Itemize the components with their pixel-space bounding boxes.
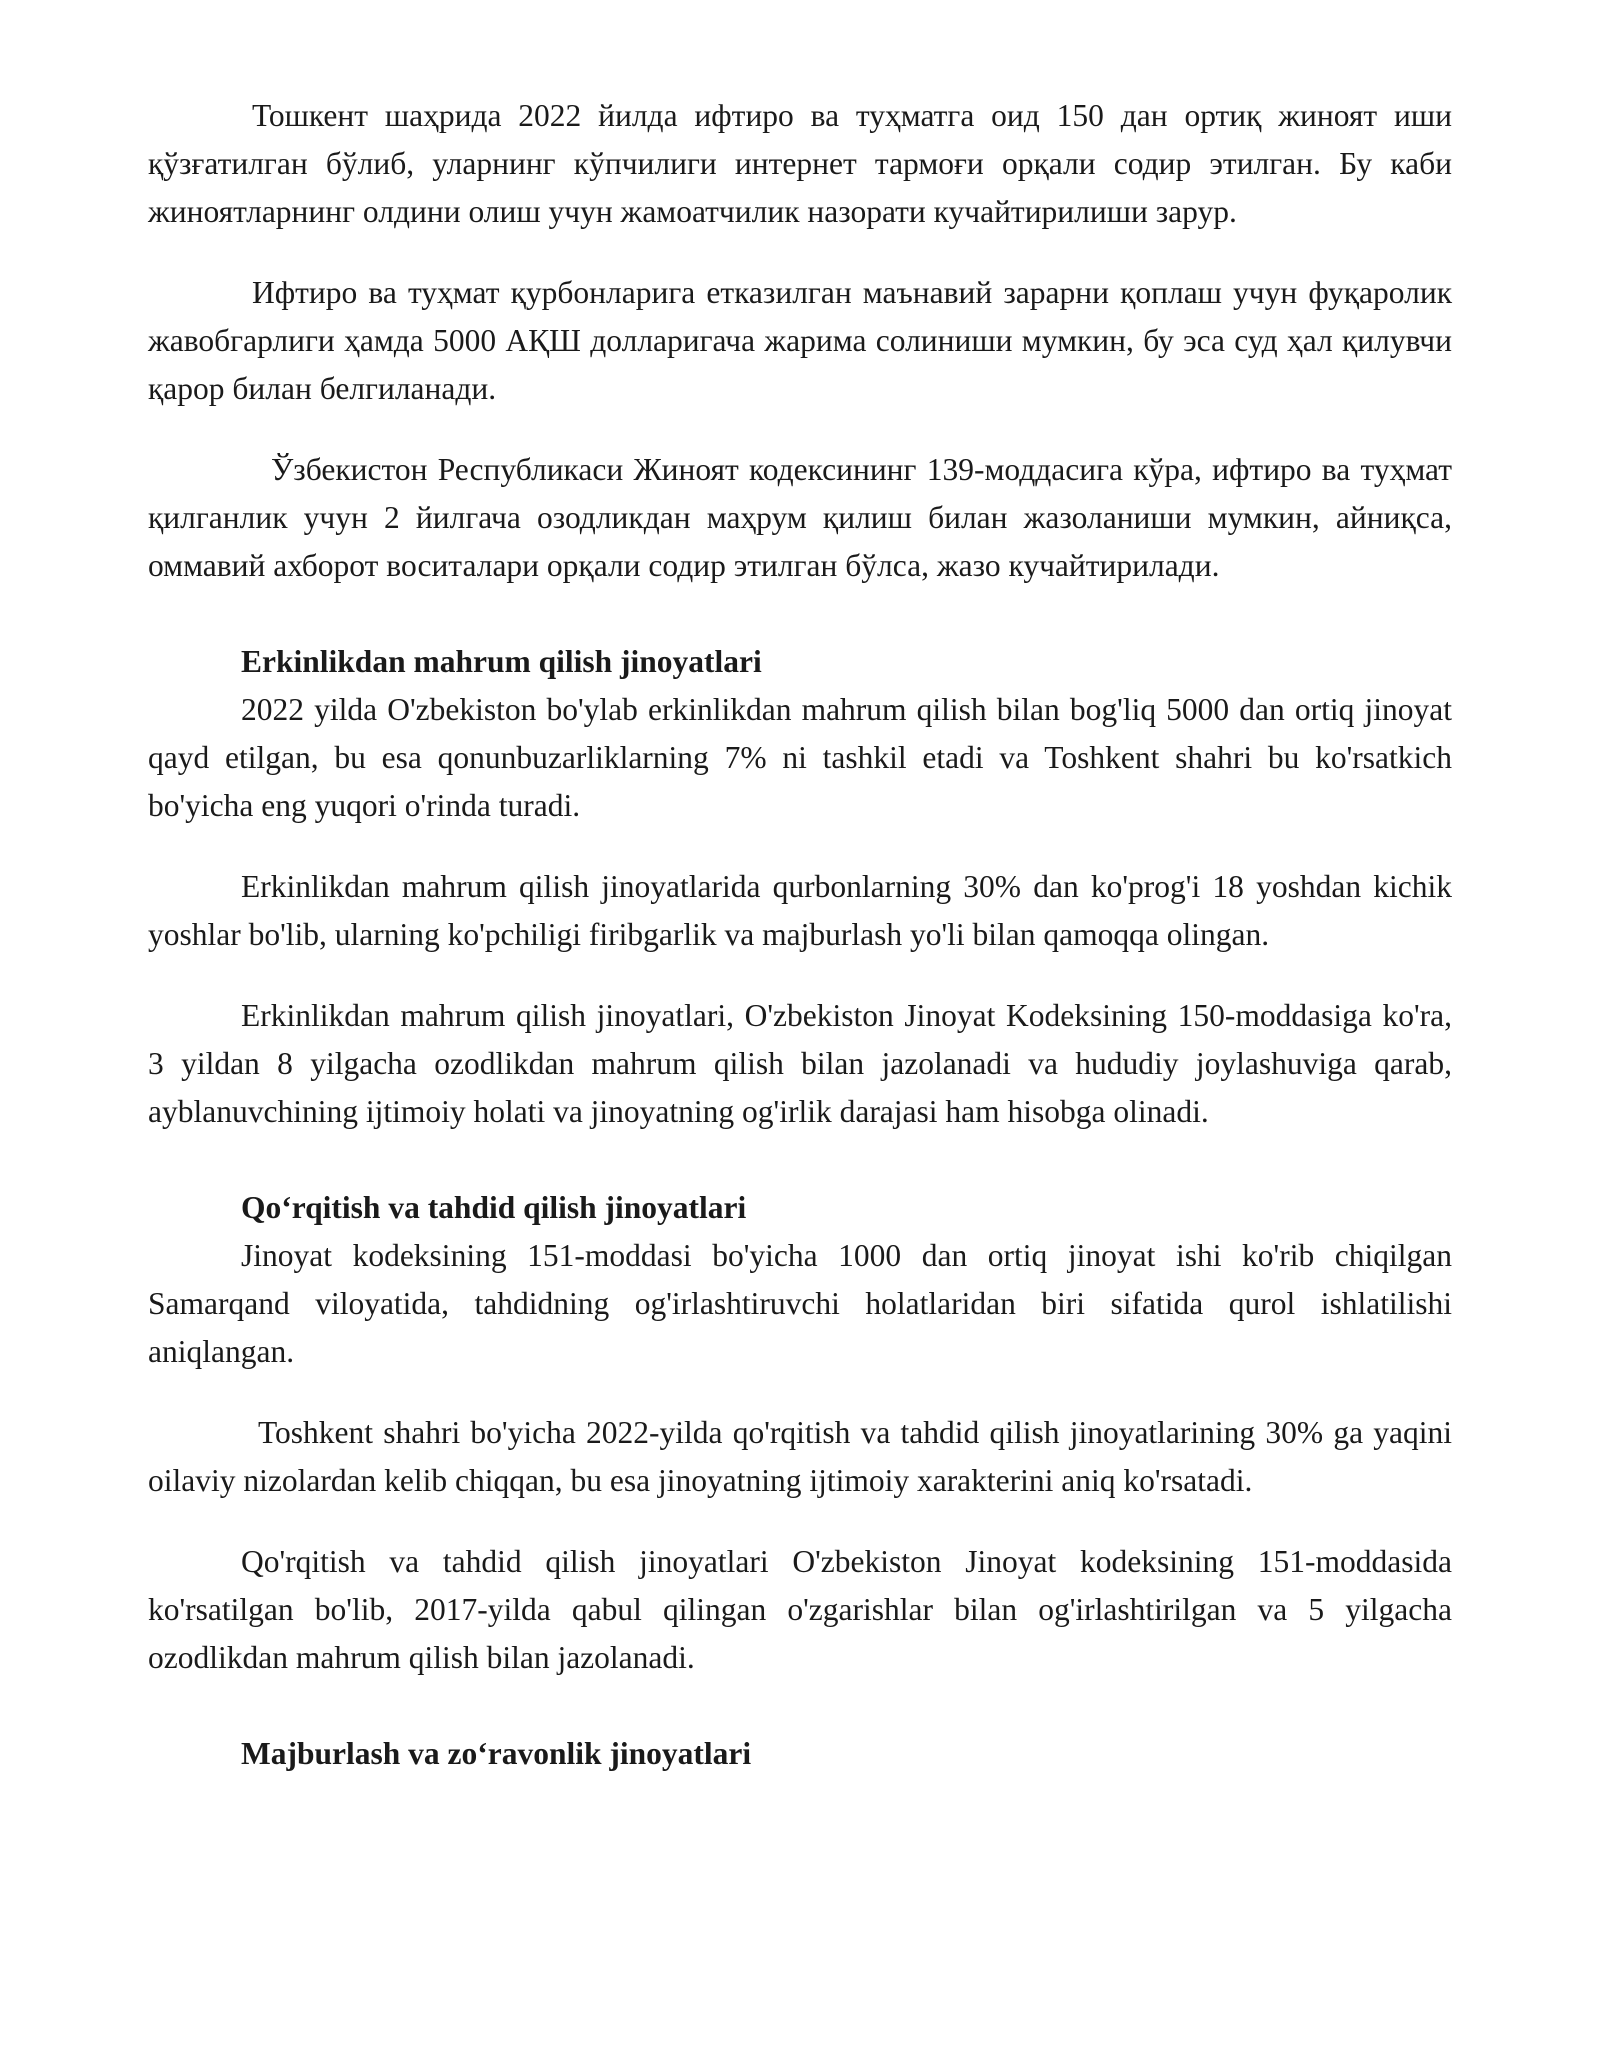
paragraph: Тошкент шаҳрида 2022 йилда ифтиро ва туҳматга оид 150 дан ортиқ жиноят иши қўзғатилган бўлиб, уларнинг кўпчилиги интернет тармоғи орқали содир этилган. Бу каби жиноятларнинг олдини олиш учун жамоатчилик назорати кучайтирилиши зарур. <box>148 98 1452 229</box>
paragraph: Ўзбекистон Республикаси Жиноят кодексининг 139-моддасига кўра, ифтиро ва туҳмат қилганлик учун 2 йилгача озодликдан маҳрум қилиш билан жазоланиши мумкин, айниқса, оммавий ахборот воситалари орқали содир этилган бўлса, жазо кучайтирилади. <box>148 452 1452 583</box>
paragraph: Qo'rqitish va tahdid qilish jinoyatlari O'zbekiston Jinoyat kodeksining 151-moddasida ko'rsatilgan bo'lib, 2017-yilda qabul qilingan o'zgarishlar bilan og'irlashtirilgan va 5 yilgacha ozodlikdan mahrum qilish bilan jazolanadi. <box>148 1544 1452 1675</box>
document-page <box>148 92 1452 1778</box>
paragraph: Erkinlikdan mahrum qilish jinoyatlarida qurbonlarning 30% dan ko'prog'i 18 yoshdan kichik yoshlar bo'lib, ularning ko'pchiligi firibgarlik va majburlash yo'li bilan qamoqqa olingan. <box>148 869 1452 952</box>
section-heading: Majburlash va zoʻravonlik jinoyatlari <box>241 1736 752 1771</box>
paragraph: Erkinlikdan mahrum qilish jinoyatlari, O'zbekiston Jinoyat Kodeksining 150-moddasiga ko'ra, 3 yildan 8 yilgacha ozodlikdan mahrum qilish bilan jazolanadi va hududiy joylashuviga qarab, ayblanuvchining ijtimoiy holati va jinoyatning og'irlik darajasi ham hisobga olinadi. <box>148 998 1452 1129</box>
paragraph: Jinoyat kodeksining 151-moddasi bo'yicha 1000 dan ortiq jinoyat ishi ko'rib chiqilgan Samarqand viloyatida, tahdidning og'irlashtiruvchi holatlaridan biri sifatida qurol ishlatilishi aniqlangan. <box>148 1238 1452 1369</box>
paragraph: 2022 yilda O'zbekiston bo'ylab erkinlikdan mahrum qilish bilan bog'liq 5000 dan ortiq jinoyat qayd etilgan, bu esa qonunbuzarliklarning 7% ni tashkil etadi va Toshkent shahri bu ko'rsatkich bo'yicha eng yuqori o'rinda turadi. <box>148 692 1452 823</box>
paragraph: Ифтиро ва туҳмат қурбонларига етказилган маънавий зарарни қоплаш учун фуқаролик жавобгарлиги ҳамда 5000 АҚШ долларигача жарима солиниши мумкин, бу эса суд ҳал қилувчи қарор билан белгиланади. <box>148 275 1452 406</box>
section-heading: Qoʻrqitish va tahdid qilish jinoyatlari <box>241 1190 747 1225</box>
paragraph: Toshkent shahri bo'yicha 2022-yilda qo'rqitish va tahdid qilish jinoyatlarining 30% ga yaqini oilaviy nizolardan kelib chiqqan, bu esa jinoyatning ijtimoiy xarakterini aniq ko'rsatadi. <box>148 1415 1452 1498</box>
section-heading: Erkinlikdan mahrum qilish jinoyatlari <box>241 644 762 679</box>
